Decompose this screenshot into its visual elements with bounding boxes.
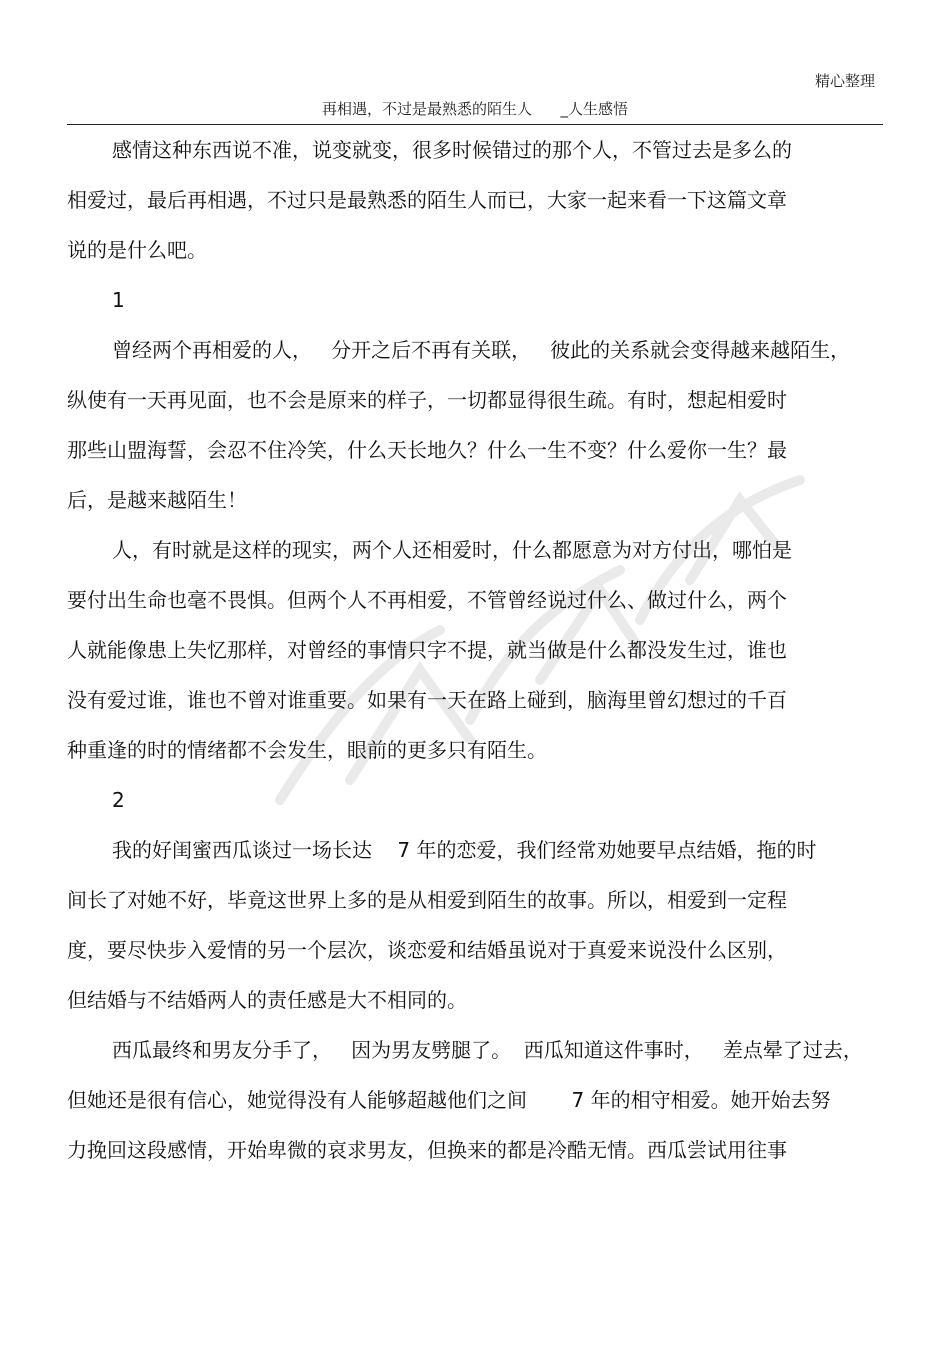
page-header-title: 再相遇，不过是最熟悉的陌生人 _人生感悟: [321, 100, 629, 118]
body-line: 人，有时就是这样的现实，两个人还相爱时，什么都愿意为对方付出，哪怕是: [112, 538, 792, 562]
body-line: 种重逢的时的情绪都不会发生，眼前的更多只有陌生。: [67, 738, 547, 762]
body-line: 没有爱过谁，谁也不曾对谁重要。如果有一天在路上碰到，脑海里曾幻想过的千百: [67, 688, 787, 712]
body-line: 纵使有一天再见面，也不会是原来的样子，一切都显得很生疏。有时，想起相爱时: [67, 388, 787, 412]
section-number: 1: [112, 288, 125, 312]
header-divider: [67, 124, 883, 125]
body-line: 人就能像患上失忆那样，对曾经的事情只字不提，就当做是什么都没发生过，谁也: [67, 638, 787, 662]
body-line: 曾经两个再相爱的人， 分开之后不再有关联， 彼此的关系就会变得越来越陌生，: [112, 338, 851, 362]
body-line: 说的是什么吧。: [67, 238, 207, 262]
corner-note: 精心整理: [814, 72, 875, 90]
body-line: 但结婚与不结婚两人的责任感是大不相同的。: [67, 988, 467, 1012]
body-line: 要付出生命也毫不畏惧。但两个人不再相爱，不管曾经说过什么、做过什么，两个: [67, 588, 787, 612]
body-line: 力挽回这段感情，开始卑微的哀求男友，但换来的都是冷酷无情。西瓜尝试用往事: [67, 1138, 787, 1162]
body-line: 度，要尽快步入爱情的另一个层次，谈恋爱和结婚虽说对于真爱来说没什么区别，: [67, 938, 787, 962]
body-line: 我的好闺蜜西瓜谈过一场长达 7 年的恋爱，我们经常劝她要早点结婚，拖的时: [112, 838, 817, 862]
body-line: 感情这种东西说不准，说变就变，很多时候错过的那个人，不管过去是多么的: [112, 138, 792, 162]
body-line: 相爱过，最后再相遇，不过只是最熟悉的陌生人而已，大家一起来看一下这篇文章: [67, 188, 787, 212]
body-line: 后，是越来越陌生！: [67, 488, 247, 512]
body-line: 但她还是很有信心，她觉得没有人能够超越他们之间 7 年的相守相爱。她开始去努: [67, 1088, 831, 1112]
article-body: [67, 133, 867, 1183]
body-line: 间长了对她不好，毕竟这世界上多的是从相爱到陌生的故事。所以，相爱到一定程: [67, 888, 787, 912]
body-line: 那些山盟海誓，会忍不住冷笑，什么天长地久？什么一生不变？什么爱你一生？最: [67, 438, 787, 462]
body-line: 西瓜最终和男友分手了， 因为男友劈腿了。 西瓜知道这件事时， 差点晕了过去，: [112, 1038, 863, 1062]
section-number: 2: [112, 788, 125, 812]
